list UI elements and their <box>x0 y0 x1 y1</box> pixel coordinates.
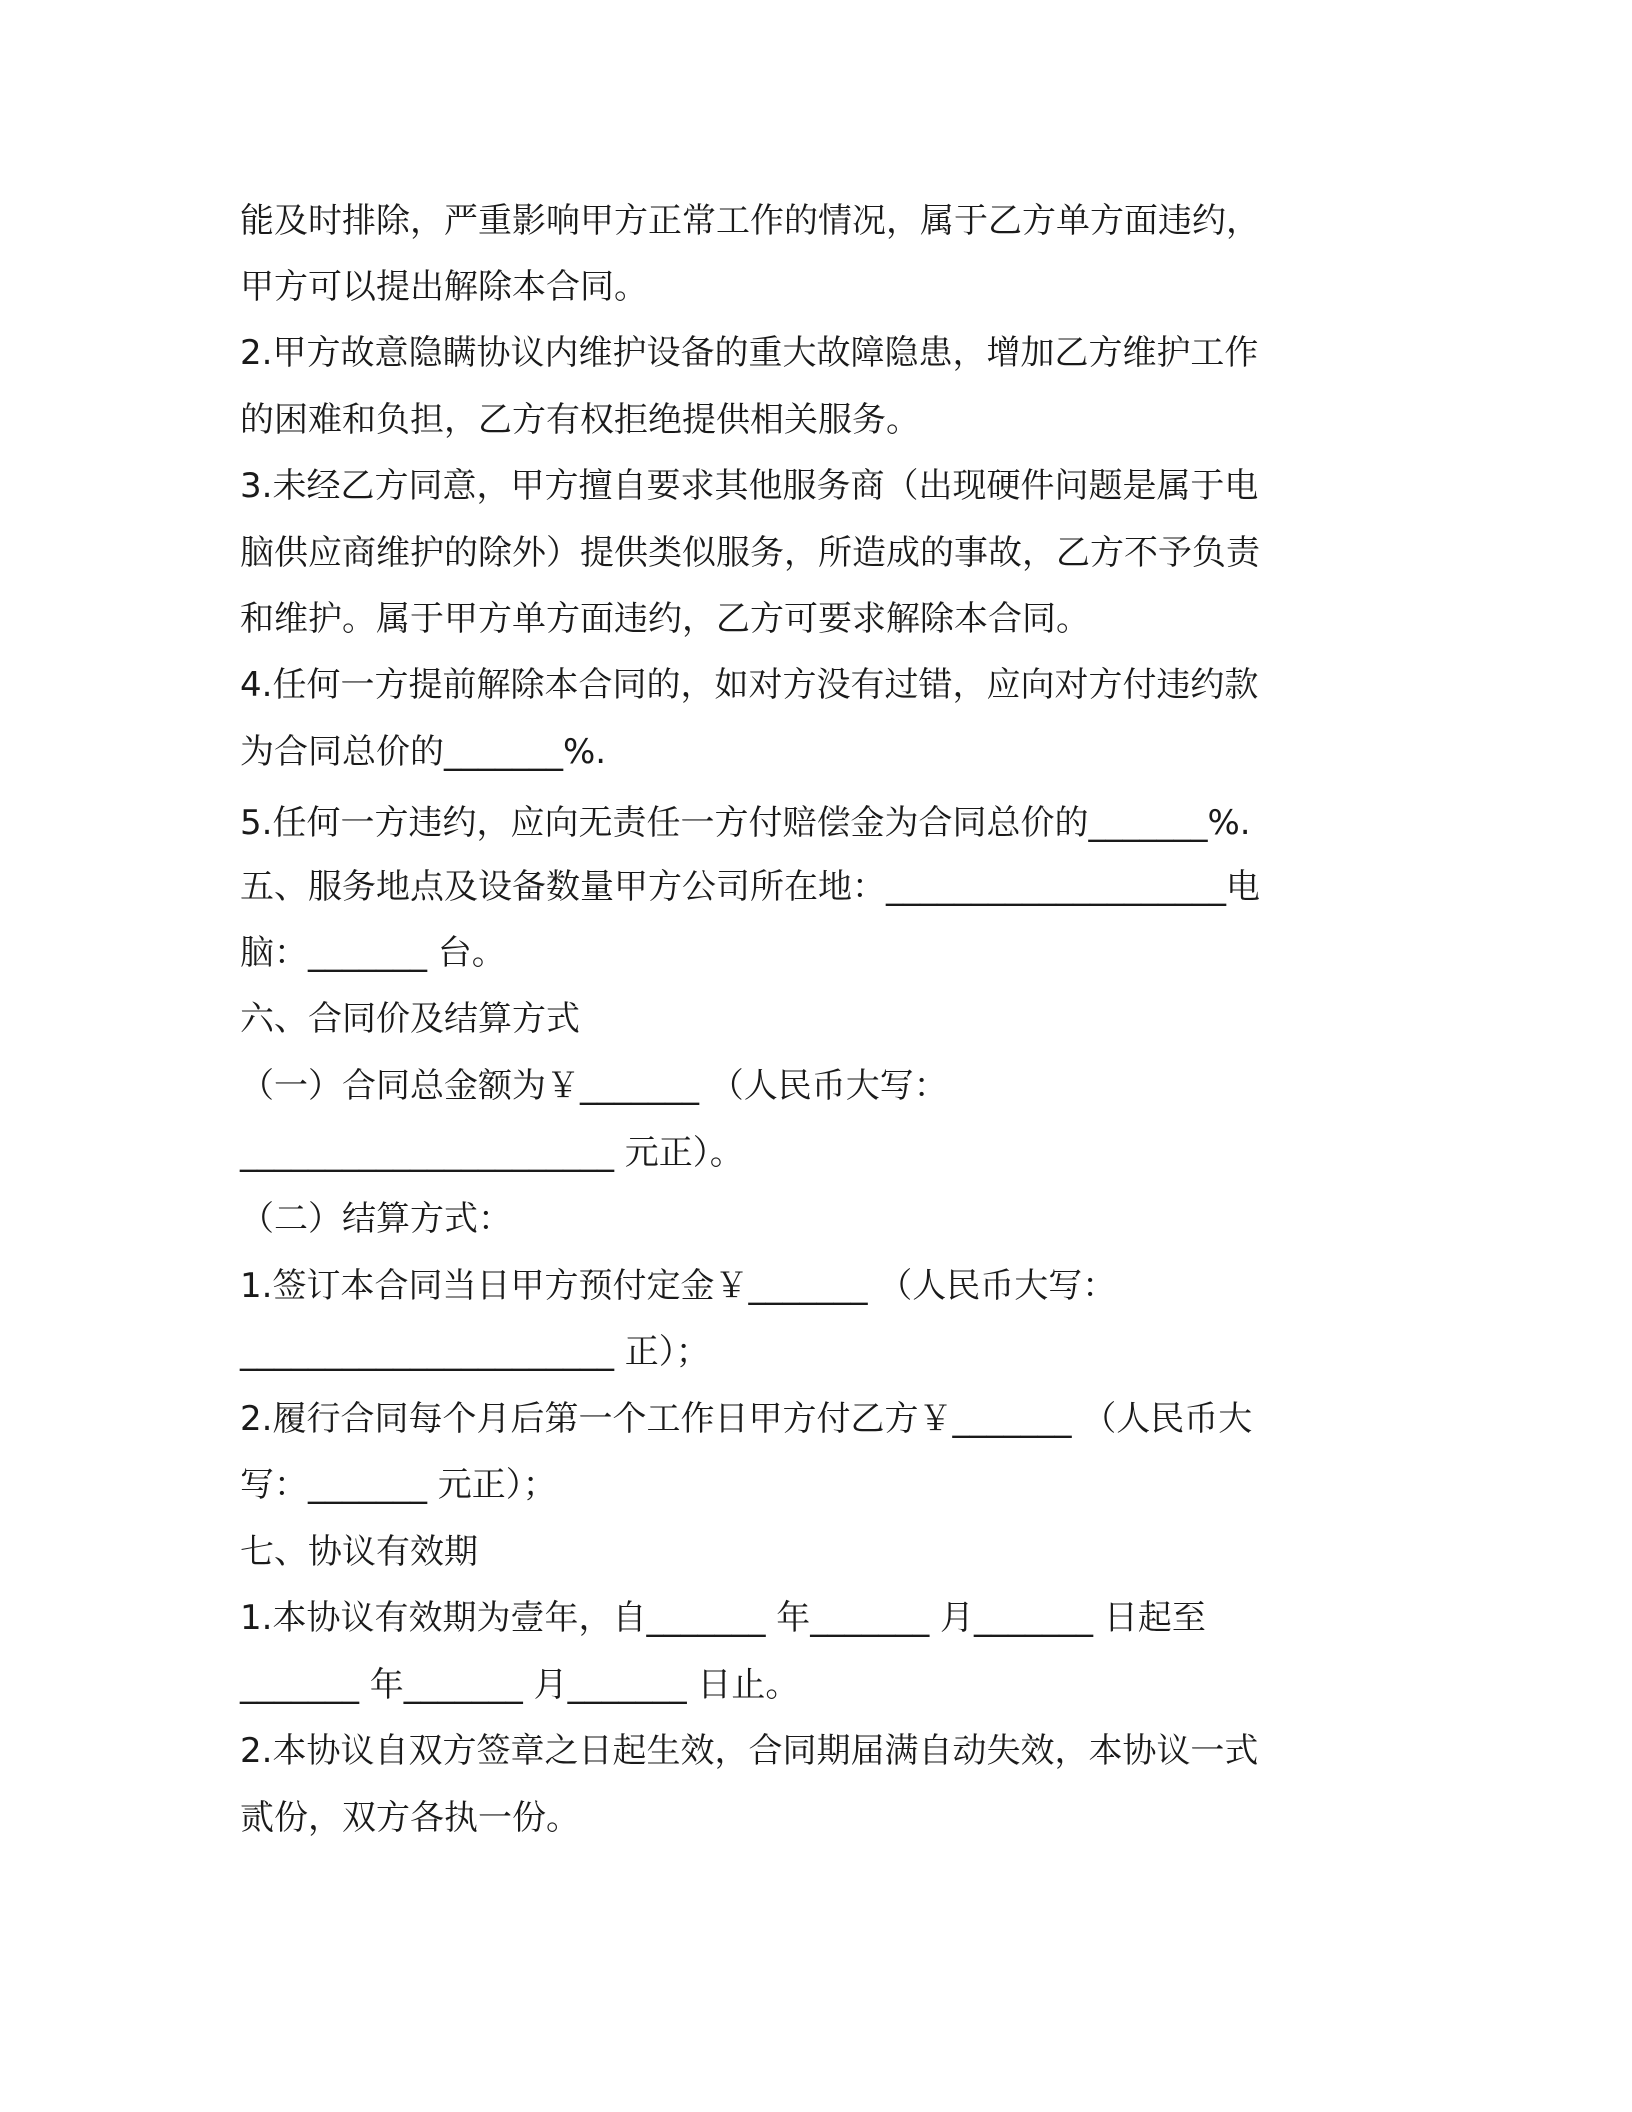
section-heading-contract-price: 六、合同价及结算方式 <box>240 999 580 1039</box>
section-heading-validity: 七、协议有效期 <box>240 1532 478 1572</box>
text-line: 能及时排除，严重影响甲方正常工作的情况，属于乙方单方面违约， <box>240 201 1260 241</box>
text-line: 脑供应商维护的除外）提供类似服务，所造成的事故，乙方不予负责 <box>240 533 1260 573</box>
section-heading-service-location: 五、服务地点及设备数量甲方公司所在地：____________________电 <box>240 867 1260 907</box>
text-line: 2.甲方故意隐瞒协议内维护设备的重大故障隐患，增加乙方维护工作 <box>240 333 1259 373</box>
text-line: 5.任何一方违约，应向无责任一方付赔偿金为合同总价的_______%. <box>240 803 1251 843</box>
text-line: _______ 年_______ 月_______ 日止。 <box>240 1665 800 1705</box>
text-line: 的困难和负担，乙方有权拒绝提供相关服务。 <box>240 400 920 440</box>
text-line: ______________________ 正）； <box>240 1332 710 1372</box>
text-line: 1.本协议有效期为壹年，自_______ 年_______ 月_______ 日起至 <box>240 1598 1206 1638</box>
text-line: ______________________ 元正）。 <box>240 1133 744 1173</box>
text-line: （二）结算方式： <box>240 1199 512 1239</box>
text-line: 和维护。属于甲方单方面违约，乙方可要求解除本合同。 <box>240 599 1090 639</box>
text-line: 甲方可以提出解除本合同。 <box>240 267 648 307</box>
text-line: 写：_______ 元正）； <box>240 1465 557 1505</box>
text-line: （一）合同总金额为￥_______ （人民币大写： <box>240 1066 948 1106</box>
text-line: 1.签订本合同当日甲方预付定金￥_______ （人民币大写： <box>240 1266 1117 1306</box>
text-line: 3.未经乙方同意，甲方擅自要求其他服务商（出现硬件问题是属于电 <box>240 466 1259 506</box>
text-line: 2.履行合同每个月后第一个工作日甲方付乙方￥_______ （人民币大 <box>240 1399 1253 1439</box>
text-line: 贰份，双方各执一份。 <box>240 1798 580 1838</box>
text-line: 脑：_______ 台。 <box>240 933 506 973</box>
text-line: 4.任何一方提前解除本合同的，如对方没有过错，应向对方付违约款 <box>240 665 1259 705</box>
text-line: 为合同总价的_______%. <box>240 732 607 772</box>
text-line: 2.本协议自双方签章之日起生效，合同期届满自动失效，本协议一式 <box>240 1731 1259 1771</box>
